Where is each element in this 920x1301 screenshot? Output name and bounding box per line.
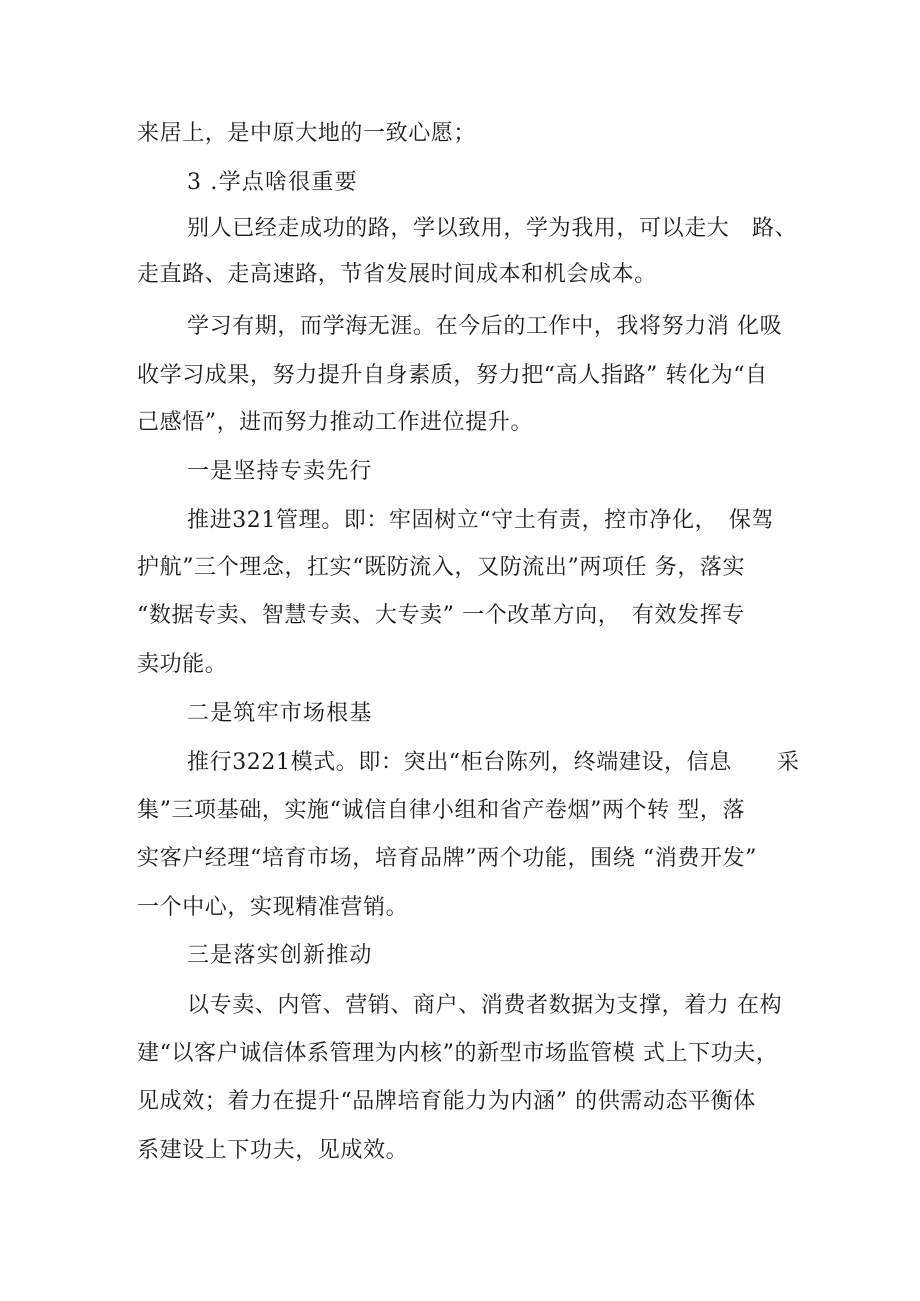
text-line-9: 推进321管理。即：牢固树立“守土有责，控市净化， 保驾 xyxy=(187,508,775,533)
section-heading-learn: 3 .学点啥很重要 xyxy=(187,170,358,195)
text-line-12: 卖功能。 xyxy=(137,652,228,677)
text-line-19: 以专卖、内管、营销、商户、消费者数据为支撑，着力 在构 xyxy=(187,993,783,1018)
text-line-5: 学习有期，而学海无涯。在今后的工作中，我将努力消 化吸 xyxy=(187,314,783,339)
section-heading-innovation: 三是落实创新推动 xyxy=(187,943,373,968)
text-line-14: 推行3221模式。即：突出“柜台陈列，终端建设，信息 采 xyxy=(187,750,800,775)
text-line-21: 见成效；着力在提升“品牌培育能力为内涵” 的供需动态平衡体 xyxy=(137,1089,756,1114)
text-line-1: 来居上，是中原大地的一致心愿； xyxy=(137,121,477,146)
text-line-11: “数据专卖、智慧专卖、大专卖” 一个改革方向， 有效发挥专 xyxy=(137,603,745,628)
text-line-20: 建“以客户诚信体系管理为内核”的新型市场监管模 式上下功夫， xyxy=(137,1041,779,1066)
text-line-6: 收学习成果，努力提升自身素质，努力把“高人指路” 转化为“自 xyxy=(137,363,768,388)
text-line-22: 系建设上下功夫，见成效。 xyxy=(137,1138,409,1163)
section-heading-monopoly: 一是坚持专卖先行 xyxy=(187,459,373,484)
text-line-16: 实客户经理“培育市场，培育品牌”两个功能，围绕 “消费开发” xyxy=(137,846,757,871)
text-line-17: 一个中心，实现精准营销。 xyxy=(137,895,409,920)
section-heading-market: 二是筑牢市场根基 xyxy=(187,701,373,726)
text-line-10: 护航”三个理念，扛实“既防流入，又防流出”两项任 务，落实 xyxy=(137,555,746,580)
text-line-4: 走直路、走高速路，节省发展时间成本和机会成本。 xyxy=(137,262,657,287)
text-line-7: 己感悟”，进而努力推动工作进位提升。 xyxy=(137,410,534,435)
text-line-3: 别人已经走成功的路，学以致用，学为我用，可以走大 路、 xyxy=(187,216,798,241)
text-line-15: 集”三项基础，实施“诚信自律小组和省产卷烟”两个转 型，落 xyxy=(137,798,746,823)
